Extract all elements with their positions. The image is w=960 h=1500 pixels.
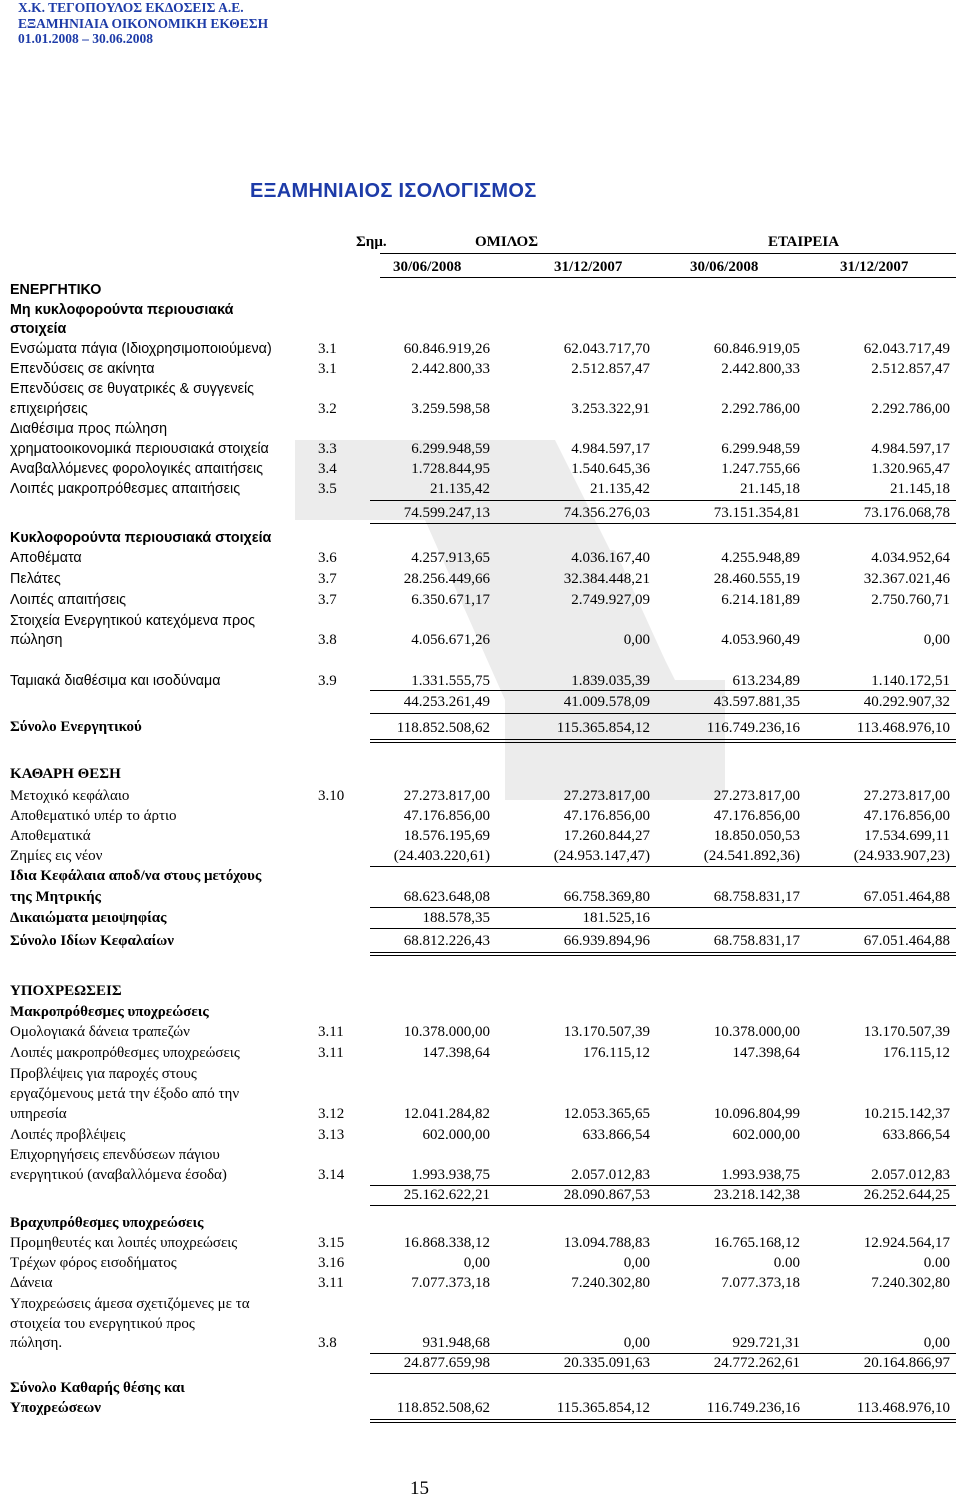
page-number: 15 <box>410 1478 429 1499</box>
group-column-header: ΟΜΙΛΟΣ <box>475 234 539 250</box>
cell-group-2008: 6.299.948,59 <box>411 441 490 457</box>
subtotal-group-2008: 44.253.261,49 <box>403 694 490 710</box>
cell-company-2007: 176.115,12 <box>883 1045 950 1061</box>
cell-company-2008: 2.292.786,00 <box>721 401 800 417</box>
section-noncurrent: Μη κυκλοφορούντα περιουσιακά <box>10 302 234 318</box>
cell-company-2007: 0,00 <box>923 632 950 648</box>
total-equity-label: Σύνολο Ιδίων Κεφαλαίων <box>10 933 174 949</box>
report-header <box>18 0 268 47</box>
cell-group-2007: 1.540.645,36 <box>571 461 650 477</box>
row-label: Πελάτες <box>10 571 61 587</box>
row-label: Στοιχεία Ενεργητικού κατεχόμενα προς <box>10 613 256 629</box>
row-note: 3.2 <box>318 401 337 417</box>
cell-company-2007: 4.034.952,64 <box>871 550 950 566</box>
cell-company-2007: 1.320.965,47 <box>871 461 950 477</box>
grand-total-company-2007: 113.468.976,10 <box>856 1400 950 1416</box>
company-name: Χ.Κ. ΤΕΓΟΠΟΥΛΟΣ ΕΚΔΟΣΕΙΣ Α.Ε. <box>18 0 244 15</box>
cell-company-2007: 17.534.699,11 <box>864 828 950 844</box>
row-label: Ιδια Κεφάλαια αποδ/να στους μετόχους <box>10 868 262 884</box>
header-rule-bottom <box>380 277 956 278</box>
cell-group-2008: 6.350.671,17 <box>411 592 490 608</box>
cell-company-2007: 1.140.172,51 <box>871 673 950 689</box>
subtotal-group-2008: 74.599.247,13 <box>403 505 490 521</box>
cell-company-2007: 62.043.717,49 <box>863 341 950 357</box>
cell-company-2007: 633.866,54 <box>882 1127 950 1143</box>
subtotal-company-2007: 20.164.866,97 <box>863 1355 950 1371</box>
total-group-2007: 66.939.894,96 <box>563 933 650 949</box>
cell-company-2008: (24.541.892,36) <box>703 848 800 864</box>
cell-group-2008: 28.256.449,66 <box>403 571 490 587</box>
cell-company-2007: 10.215.142,37 <box>863 1106 950 1122</box>
subtotal-company-2007: 40.292.907,32 <box>863 694 950 710</box>
cell-company-2008: 47.176.856,00 <box>713 808 800 824</box>
cell-company-2007: 32.367.021,46 <box>863 571 950 587</box>
row-label: Λοιπές προβλέψεις <box>10 1127 126 1143</box>
row-note: 3.1 <box>318 341 337 357</box>
subtotal-company-2008: 24.772.262,61 <box>713 1355 800 1371</box>
row-label: Αποθεματικό υπέρ το άρτιο <box>10 808 177 824</box>
row-note: 3.3 <box>318 441 337 457</box>
cell-group-2007: 27.273.817,00 <box>563 788 650 804</box>
cell-group-2008: 7.077.373,18 <box>411 1275 490 1291</box>
grand-total-label-cont: Υποχρεώσεων <box>10 1400 101 1416</box>
subtotal-company-2008: 23.218.142,38 <box>713 1187 800 1203</box>
row-label: εργαζόμενους μετά την έξοδο από την <box>10 1086 240 1102</box>
total-double-rule <box>370 1419 956 1423</box>
cell-company-2007: 27.273.817,00 <box>863 788 950 804</box>
cell-company-2008: 602.000,00 <box>732 1127 800 1143</box>
row-note: 3.7 <box>318 592 337 608</box>
row-note: 3.15 <box>318 1235 345 1251</box>
grand-total-group-2007: 115.365.854,12 <box>556 1400 650 1416</box>
section-liabilities: ΥΠΟΧΡΕΩΣΕΙΣ <box>10 983 122 999</box>
cell-company-2007: 2.512.857,47 <box>871 361 950 377</box>
cell-group-2007: 2.057.012,83 <box>571 1167 650 1183</box>
cell-group-2008: 188.578,35 <box>422 910 490 926</box>
subtotal-company-2008: 73.151.354,81 <box>713 505 800 521</box>
row-label: πώληση. <box>10 1335 63 1351</box>
row-label: Διαθέσιμα προς πώληση <box>10 421 168 437</box>
subtotal-rule <box>370 1373 956 1374</box>
cell-group-2007: 7.240.302,80 <box>571 1275 650 1291</box>
row-label: Αναβαλλόμενες φορολογικές απαιτήσεις <box>10 461 264 477</box>
cell-company-2008: 18.850.050,53 <box>713 828 800 844</box>
cell-group-2008: 10.378.000,00 <box>403 1024 490 1040</box>
section-longterm: Μακροπρόθεσμες υποχρεώσεις <box>10 1004 209 1020</box>
cell-group-2008: 0,00 <box>463 1255 490 1271</box>
row-label: ενεργητικού (αναβαλλόμενα έσοδα) <box>10 1167 227 1183</box>
cell-group-2007: 13.094.788,83 <box>563 1235 650 1251</box>
row-note: 3.13 <box>318 1127 345 1143</box>
row-note: 3.11 <box>318 1045 344 1061</box>
cell-group-2008: 1.331.555,75 <box>411 673 490 689</box>
cell-group-2008: 12.041.284,82 <box>403 1106 490 1122</box>
cell-group-2007: 66.758.369,80 <box>563 889 650 905</box>
row-label: υπηρεσία <box>10 1106 67 1122</box>
report-period: 01.01.2008 – 30.06.2008 <box>18 31 153 46</box>
row-label: Τρέχων φόρος εισοδήματος <box>10 1255 177 1271</box>
subtotal-company-2007: 73.176.068,78 <box>863 505 950 521</box>
grand-total-company-2008: 116.749.236,16 <box>706 1400 800 1416</box>
date-column-4: 31/12/2007 <box>840 259 909 275</box>
cell-group-2007: 62.043.717,70 <box>563 341 650 357</box>
row-label: πώληση <box>10 632 63 648</box>
cell-group-2007: 0,00 <box>623 1255 650 1271</box>
total-assets-label: Σύνολο Ενεργητικού <box>10 719 142 735</box>
row-note: 3.9 <box>318 673 337 689</box>
cell-company-2007: 47.176.856,00 <box>863 808 950 824</box>
cell-group-2007: 17.260.844,27 <box>563 828 650 844</box>
cell-group-2007: (24.953.147,47) <box>553 848 650 864</box>
cell-group-2008: 68.623.648,08 <box>403 889 490 905</box>
total-company-2007: 113.468.976,10 <box>856 720 950 736</box>
cell-group-2008: 4.257.913,65 <box>411 550 490 566</box>
section-noncurrent-cont: στοιχεία <box>10 321 67 337</box>
cell-company-2007: 0.00 <box>923 1255 950 1271</box>
row-label: Ζημίες εις νέον <box>10 848 103 864</box>
cell-group-2007: 181.525,16 <box>582 910 650 926</box>
row-note: 3.7 <box>318 571 337 587</box>
row-label: Λοιπές μακροπρόθεσμες απαιτήσεις <box>10 481 241 497</box>
cell-group-2007: 0,00 <box>623 1335 650 1351</box>
cell-company-2007: 21.145,18 <box>890 481 950 497</box>
cell-company-2008: 0.00 <box>773 1255 800 1271</box>
cell-company-2008: 28.460.555,19 <box>713 571 800 587</box>
row-label: Επενδύσεις σε θυγατρικές & συγγενείς <box>10 381 255 397</box>
cell-company-2008: 147.398,64 <box>732 1045 800 1061</box>
cell-company-2008: 1.247.755,66 <box>721 461 800 477</box>
cell-group-2007: 4.984.597,17 <box>571 441 650 457</box>
subtotal-rule <box>370 928 956 929</box>
report-name: ΕΞΑΜΗΝΙΑΙΑ ΟΙΚΟΝΟΜΙΚΗ ΕΚΘΕΣΗ <box>18 15 269 31</box>
subtotal-company-2008: 43.597.881,35 <box>713 694 800 710</box>
grand-total-group-2008: 118.852.508,62 <box>396 1400 490 1416</box>
total-company-2008: 68.758.831,17 <box>713 933 800 949</box>
cell-group-2007: 4.036.167,40 <box>571 550 650 566</box>
row-label: χρηματοοικονομικά περιουσιακά στοιχεία <box>10 441 269 457</box>
cell-group-2007: 47.176.856,00 <box>563 808 650 824</box>
date-column-3: 30/06/2008 <box>690 259 759 275</box>
subtotal-rule <box>370 1205 956 1206</box>
cell-group-2007: 32.384.448,21 <box>563 571 650 587</box>
section-equity: ΚΑΘΑΡΗ ΘΕΣΗ <box>10 766 121 782</box>
row-note: 3.11 <box>318 1024 344 1040</box>
cell-company-2008: 929.721,31 <box>732 1335 800 1351</box>
row-label: Ταμιακά διαθέσιμα και ισοδύναμα <box>10 673 221 689</box>
cell-group-2008: 931.948,68 <box>422 1335 490 1351</box>
row-note: 3.6 <box>318 550 337 566</box>
subtotal-group-2007: 28.090.867,53 <box>563 1187 650 1203</box>
cell-company-2008: 16.765.168,12 <box>713 1235 800 1251</box>
total-group-2007: 115.365.854,12 <box>556 720 650 736</box>
row-label: Προμηθευτές και λοιπές υποχρεώσεις <box>10 1235 238 1251</box>
row-label: επιχειρήσεις <box>10 401 88 417</box>
cell-company-2008: 6.299.948,59 <box>721 441 800 457</box>
cell-company-2007: 2.750.760,71 <box>871 592 950 608</box>
cell-group-2007: 633.866,54 <box>582 1127 650 1143</box>
cell-group-2008: 18.576.195,69 <box>403 828 490 844</box>
cell-group-2008: 16.868.338,12 <box>403 1235 490 1251</box>
row-label: Ενσώματα πάγια (Ιδιοχρησιμοποιούμενα) <box>10 341 272 357</box>
cell-group-2007: 13.170.507,39 <box>563 1024 650 1040</box>
date-column-1: 30/06/2008 <box>393 259 462 275</box>
grand-total-label: Σύνολο Καθαρής θέσης και <box>10 1380 185 1396</box>
total-group-2008: 118.852.508,62 <box>396 720 490 736</box>
section-assets: ΕΝΕΡΓΗΤΙΚΟ <box>10 282 102 298</box>
cell-company-2007: 67.051.464,88 <box>863 889 950 905</box>
cell-group-2008: 27.273.817,00 <box>403 788 490 804</box>
total-double-rule <box>370 739 956 743</box>
cell-group-2007: 176.115,12 <box>583 1045 650 1061</box>
cell-company-2008: 68.758.831,17 <box>713 889 800 905</box>
row-label: Δάνεια <box>10 1275 53 1291</box>
row-label: Αποθέματα <box>10 550 82 566</box>
row-label: Μετοχικό κεφάλαιο <box>10 788 130 804</box>
cell-group-2008: 1.728.844,95 <box>411 461 490 477</box>
row-label: Αποθεματικά <box>10 828 91 844</box>
section-current-assets: Κυκλοφορούντα περιουσιακά στοιχεία <box>10 530 272 546</box>
cell-company-2008: 6.214.181,89 <box>721 592 800 608</box>
row-label: Προβλέψεις για παροχές στους <box>10 1066 197 1082</box>
row-note: 3.8 <box>318 1335 337 1351</box>
row-note: 3.5 <box>318 481 337 497</box>
subtotal-group-2008: 24.877.659,98 <box>403 1355 490 1371</box>
cell-group-2007: 1.839.035,39 <box>571 673 650 689</box>
cell-group-2008: 60.846.919,26 <box>403 341 490 357</box>
cell-company-2007: 2.057.012,83 <box>871 1167 950 1183</box>
cell-group-2007: 0,00 <box>623 632 650 648</box>
cell-group-2008: 21.135,42 <box>430 481 490 497</box>
subtotal-rule <box>370 866 956 867</box>
row-note: 3.14 <box>318 1167 345 1183</box>
cell-company-2007: 4.984.597,17 <box>871 441 950 457</box>
cell-group-2008: 602.000,00 <box>422 1127 490 1143</box>
cell-company-2008: 60.846.919,05 <box>713 341 800 357</box>
total-double-rule <box>370 952 956 956</box>
cell-group-2007: 21.135,42 <box>590 481 650 497</box>
subtotal-rule <box>370 1353 956 1354</box>
cell-group-2008: 147.398,64 <box>422 1045 490 1061</box>
cell-group-2008: (24.403.220,61) <box>393 848 490 864</box>
cell-group-2007: 3.253.322,91 <box>571 401 650 417</box>
row-note: 3.8 <box>318 632 337 648</box>
company-column-header: ΕΤΑΙΡΕΙΑ <box>768 234 840 250</box>
row-label: Υποχρεώσεις άμεσα σχετιζόμενες με τα <box>10 1296 250 1312</box>
row-label: Επενδύσεις σε ακίνητα <box>10 361 155 377</box>
subtotal-rule <box>370 690 956 691</box>
subtotal-group-2007: 41.009.578,09 <box>563 694 650 710</box>
subtotal-rule <box>370 523 956 524</box>
subtotal-rule <box>370 907 956 908</box>
note-column-header: Σημ. <box>356 234 387 250</box>
cell-company-2008: 1.993.938,75 <box>721 1167 800 1183</box>
page-title: ΕΞΑΜΗΝΙΑΙΟΣ ΙΣΟΛΟΓΙΣΜΟΣ <box>250 180 537 202</box>
row-label: Λοιπές μακροπρόθεσμες υποχρεώσεις <box>10 1045 240 1061</box>
cell-company-2007: 0,00 <box>923 1335 950 1351</box>
subtotal-group-2007: 20.335.091,63 <box>563 1355 650 1371</box>
total-group-2008: 68.812.226,43 <box>403 933 490 949</box>
cell-group-2008: 1.993.938,75 <box>411 1167 490 1183</box>
header-rule <box>380 253 956 254</box>
row-note: 3.1 <box>318 361 337 377</box>
cell-company-2008: 4.255.948,89 <box>721 550 800 566</box>
row-label: Ομολογιακά δάνεια τραπεζών <box>10 1024 190 1040</box>
subtotal-rule <box>370 500 956 501</box>
row-label: της Μητρικής <box>10 889 101 905</box>
cell-group-2008: 4.056.671,26 <box>411 632 490 648</box>
subtotal-rule <box>370 1185 956 1186</box>
total-company-2007: 67.051.464,88 <box>863 933 950 949</box>
cell-company-2007: (24.933.907,23) <box>853 848 950 864</box>
row-note: 3.4 <box>318 461 337 477</box>
cell-company-2008: 613.234,89 <box>732 673 800 689</box>
cell-company-2007: 12.924.564,17 <box>863 1235 950 1251</box>
cell-company-2008: 4.053.960,49 <box>721 632 800 648</box>
cell-group-2008: 47.176.856,00 <box>403 808 490 824</box>
row-label: Επιχορηγήσεις επενδύσεων πάγιου <box>10 1147 220 1163</box>
row-label: στοιχεία του ενεργητικού προς <box>10 1316 195 1332</box>
subtotal-company-2007: 26.252.644,25 <box>863 1187 950 1203</box>
row-note: 3.16 <box>318 1255 345 1271</box>
row-note: 3.12 <box>318 1106 345 1122</box>
row-label: Λοιπές απαιτήσεις <box>10 592 127 608</box>
section-shortterm: Βραχυπρόθεσμες υποχρεώσεις <box>10 1215 204 1231</box>
cell-company-2007: 2.292.786,00 <box>871 401 950 417</box>
cell-group-2007: 2.749.927,09 <box>571 592 650 608</box>
cell-company-2007: 13.170.507,39 <box>863 1024 950 1040</box>
cell-company-2008: 27.273.817,00 <box>713 788 800 804</box>
subtotal-group-2007: 74.356.276,03 <box>563 505 650 521</box>
cell-group-2007: 2.512.857,47 <box>571 361 650 377</box>
cell-group-2008: 2.442.800,33 <box>411 361 490 377</box>
cell-group-2008: 3.259.598,58 <box>411 401 490 417</box>
cell-company-2008: 10.378.000,00 <box>713 1024 800 1040</box>
cell-company-2007: 7.240.302,80 <box>871 1275 950 1291</box>
row-note: 3.11 <box>318 1275 344 1291</box>
cell-group-2007: 12.053.365,65 <box>563 1106 650 1122</box>
cell-company-2008: 21.145,18 <box>740 481 800 497</box>
date-column-2: 31/12/2007 <box>554 259 623 275</box>
subtotal-group-2008: 25.162.622,21 <box>403 1187 490 1203</box>
cell-company-2008: 7.077.373,18 <box>721 1275 800 1291</box>
subtotal-rule <box>370 713 956 714</box>
row-note: 3.10 <box>318 788 345 804</box>
total-company-2008: 116.749.236,16 <box>706 720 800 736</box>
cell-company-2008: 2.442.800,33 <box>721 361 800 377</box>
cell-company-2008: 10.096.804,99 <box>713 1106 800 1122</box>
row-label: Δικαιώματα μειοψηφίας <box>10 910 167 926</box>
